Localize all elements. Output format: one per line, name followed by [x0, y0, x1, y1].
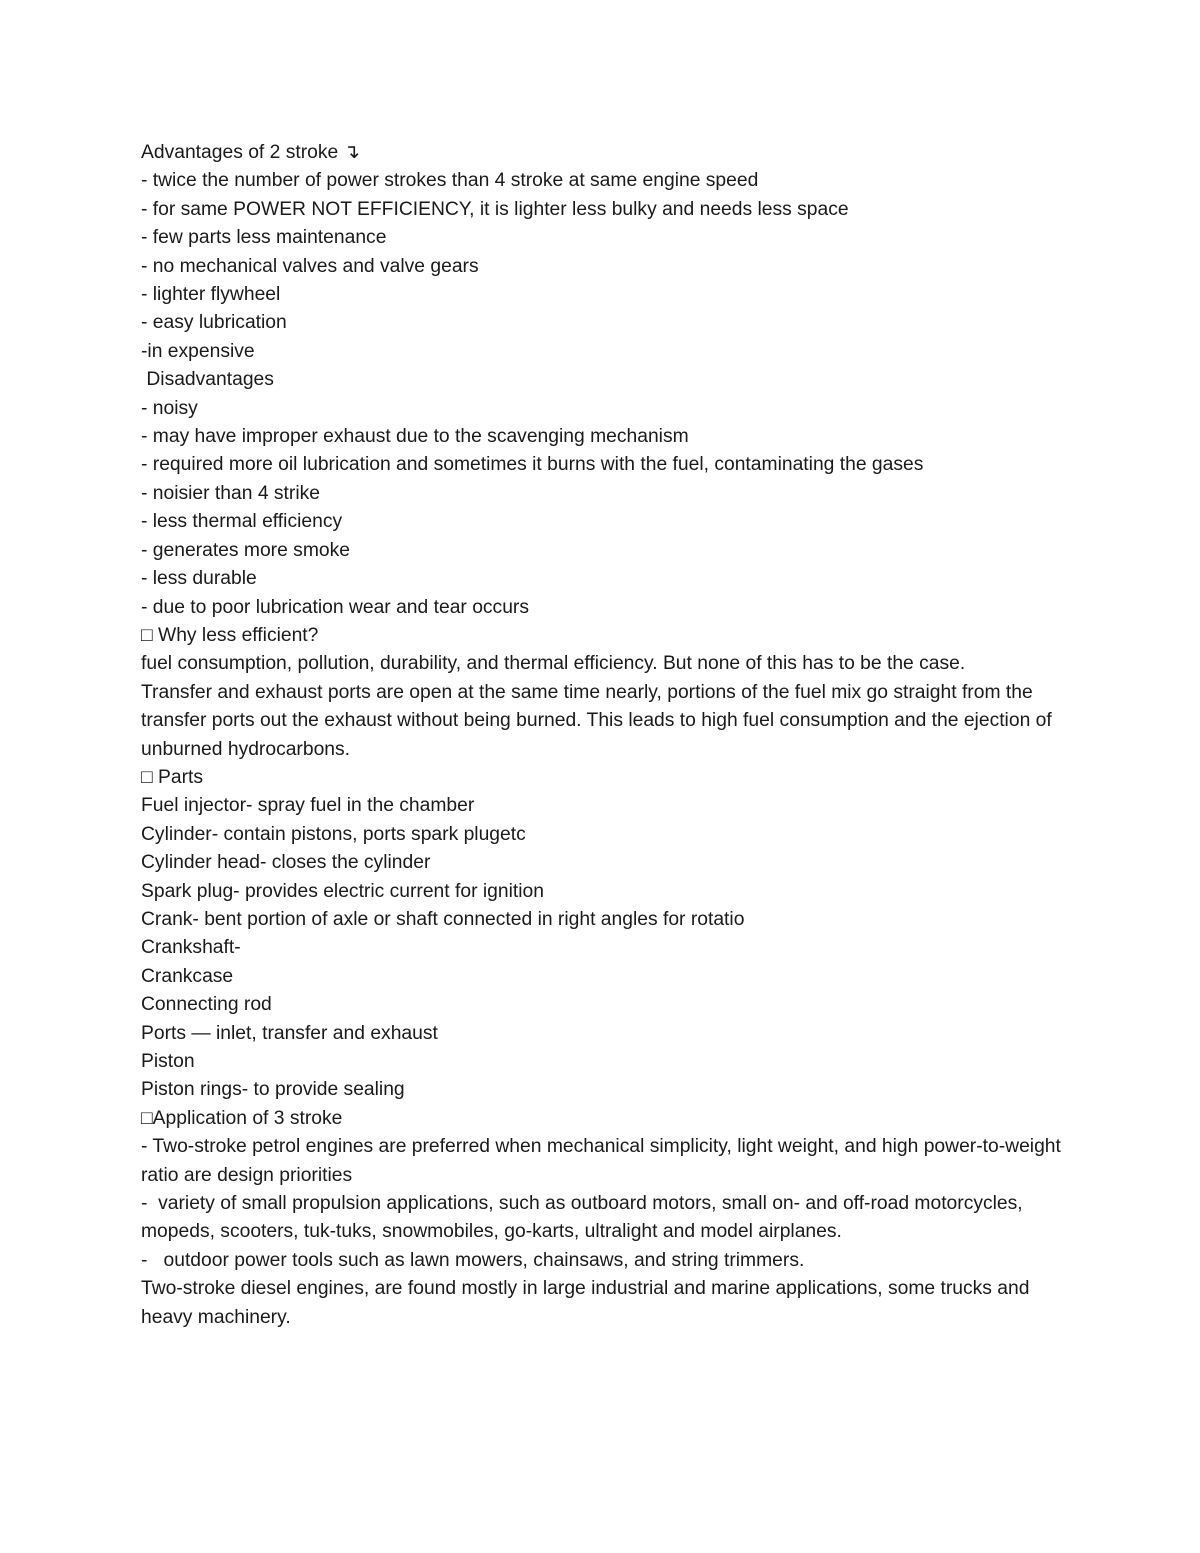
disadvantage-item: - may have improper exhaust due to the scavenging mechanism — [141, 426, 689, 448]
disadvantage-item: - generates more smoke — [141, 539, 350, 561]
heading-why-less-efficient: □ Why less efficient? — [141, 624, 319, 646]
heading-application: □Application of 3 stroke — [141, 1107, 343, 1129]
paragraph: Two-stroke diesel engines, are found mostly in large industrial and marine applications, some trucks and heavy machinery. — [141, 1278, 1035, 1328]
disadvantage-item: - less thermal efficiency — [141, 511, 343, 533]
part-item: Fuel injector- spray fuel in the chamber — [141, 795, 475, 817]
part-item: Cylinder- contain pistons, ports spark plugetc — [141, 823, 526, 845]
part-item: Piston rings- to provide sealing — [141, 1079, 405, 1101]
disadvantage-item: - less durable — [141, 568, 257, 590]
part-item: Crank- bent portion of axle or shaft connected in right angles for rotatio — [141, 908, 745, 930]
part-item: Ports — inlet, transfer and exhaust — [141, 1022, 438, 1044]
paragraph: Transfer and exhaust ports are open at the same time nearly, portions of the fuel mix go straight from the transfer ports out the exhaust without being burned. This leads to high fuel consumption and the ejection of unburned hydrocarbons. — [141, 681, 1058, 760]
disadvantage-item: - required more oil lubrication and sometimes it burns with the fuel, contaminating the gases — [141, 454, 924, 476]
part-item: Cylinder head- closes the cylinder — [141, 852, 431, 874]
disadvantage-item: - noisier than 4 strike — [141, 482, 320, 504]
heading-advantages: Advantages of 2 stroke ↴ — [141, 142, 360, 163]
advantage-item: - twice the number of power strokes than 4 stroke at same engine speed — [141, 170, 759, 192]
advantage-item: - easy lubrication — [141, 312, 287, 334]
advantage-item: - for same POWER NOT EFFICIENCY, it is lighter less bulky and needs less space — [141, 198, 849, 220]
advantage-item: -in expensive — [141, 340, 255, 362]
application-item: - variety of small propulsion applications, such as outboard motors, small on- and off-road motorcycles, mopeds, scooters, tuk-tuks, snowmobiles, go-karts, ultralight and model airplanes. — [141, 1193, 1028, 1243]
advantage-item: - no mechanical valves and valve gears — [141, 255, 479, 277]
paragraph: fuel consumption, pollution, durability, and thermal efficiency. But none of this has to be the case. — [141, 653, 966, 675]
part-item: Crankcase — [141, 965, 234, 987]
heading-disadvantages: Disadvantages — [141, 369, 274, 391]
application-item: - outdoor power tools such as lawn mowers, chainsaws, and string trimmers. — [141, 1249, 805, 1271]
disadvantage-item: - due to poor lubrication wear and tear occurs — [141, 596, 529, 618]
advantage-item: - lighter flywheel — [141, 284, 281, 306]
advantage-item: - few parts less maintenance — [141, 227, 387, 249]
application-item: - Two-stroke petrol engines are preferred when mechanical simplicity, light weight, and high power-to-weight ratio are design priorities — [141, 1136, 1067, 1186]
part-item: Crankshaft- — [141, 937, 241, 959]
document-page — [141, 139, 1071, 1332]
part-item: Spark plug- provides electric current for ignition — [141, 880, 544, 902]
part-item: Piston — [141, 1051, 195, 1072]
heading-parts: □ Parts — [141, 766, 204, 788]
disadvantage-item: - noisy — [141, 397, 198, 419]
part-item: Connecting rod — [141, 994, 272, 1016]
